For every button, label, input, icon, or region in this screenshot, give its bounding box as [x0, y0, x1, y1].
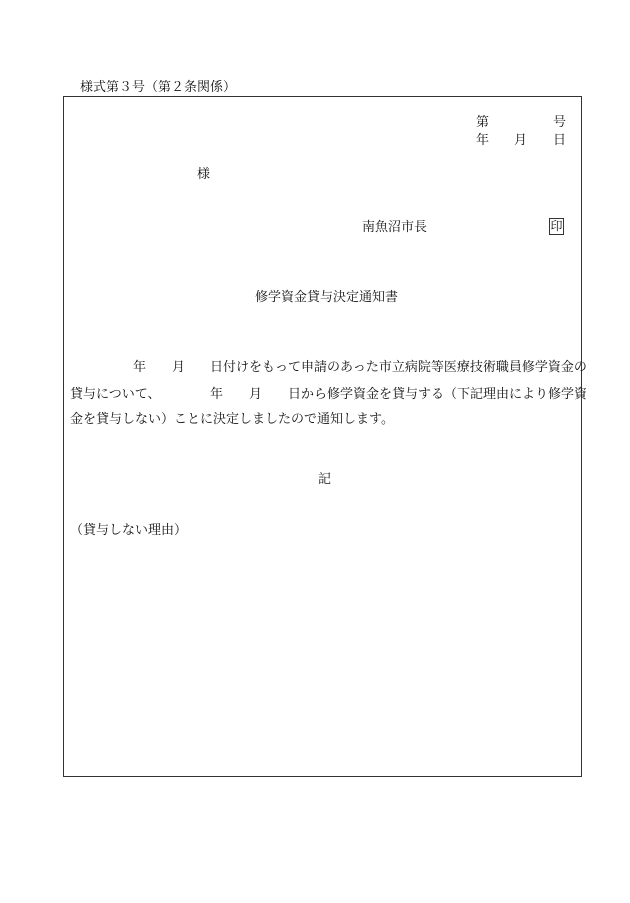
body-line1-text: 日付けをもって申請のあった市立病院等医療技術職員修学資金の — [210, 360, 587, 375]
issuer-name: 南魚沼市長 — [362, 220, 428, 235]
body-line2-month: 月 — [249, 387, 263, 402]
seal-stamp: 印 — [550, 219, 563, 233]
date-year-label: 年 — [476, 133, 490, 148]
document-frame — [63, 96, 582, 777]
body-line2-text: 貸与について、 — [70, 387, 161, 402]
form-number: 様式第３号（第２条関係） — [80, 80, 237, 95]
document-title: 修学資金貸与決定通知書 — [255, 290, 399, 305]
date-month-label: 月 — [514, 133, 528, 148]
body-line2-year: 年 — [210, 387, 224, 402]
body-line3-text: 金を貸与しない）ことに決定しましたので通知します。 — [70, 412, 394, 427]
body-line2-rest: 日から修学資金を貸与する（下記理由により修学資 — [288, 387, 588, 402]
doc-number-prefix: 第 — [476, 115, 490, 130]
recipient-honorific: 様 — [197, 167, 211, 182]
date-day-label: 日 — [553, 133, 567, 148]
body-line1-month: 月 — [172, 360, 186, 375]
ki-heading: 記 — [318, 472, 332, 487]
body-line1-year: 年 — [133, 360, 147, 375]
reason-label: （貸与しない理由） — [70, 523, 188, 538]
doc-number-suffix: 号 — [553, 115, 567, 130]
